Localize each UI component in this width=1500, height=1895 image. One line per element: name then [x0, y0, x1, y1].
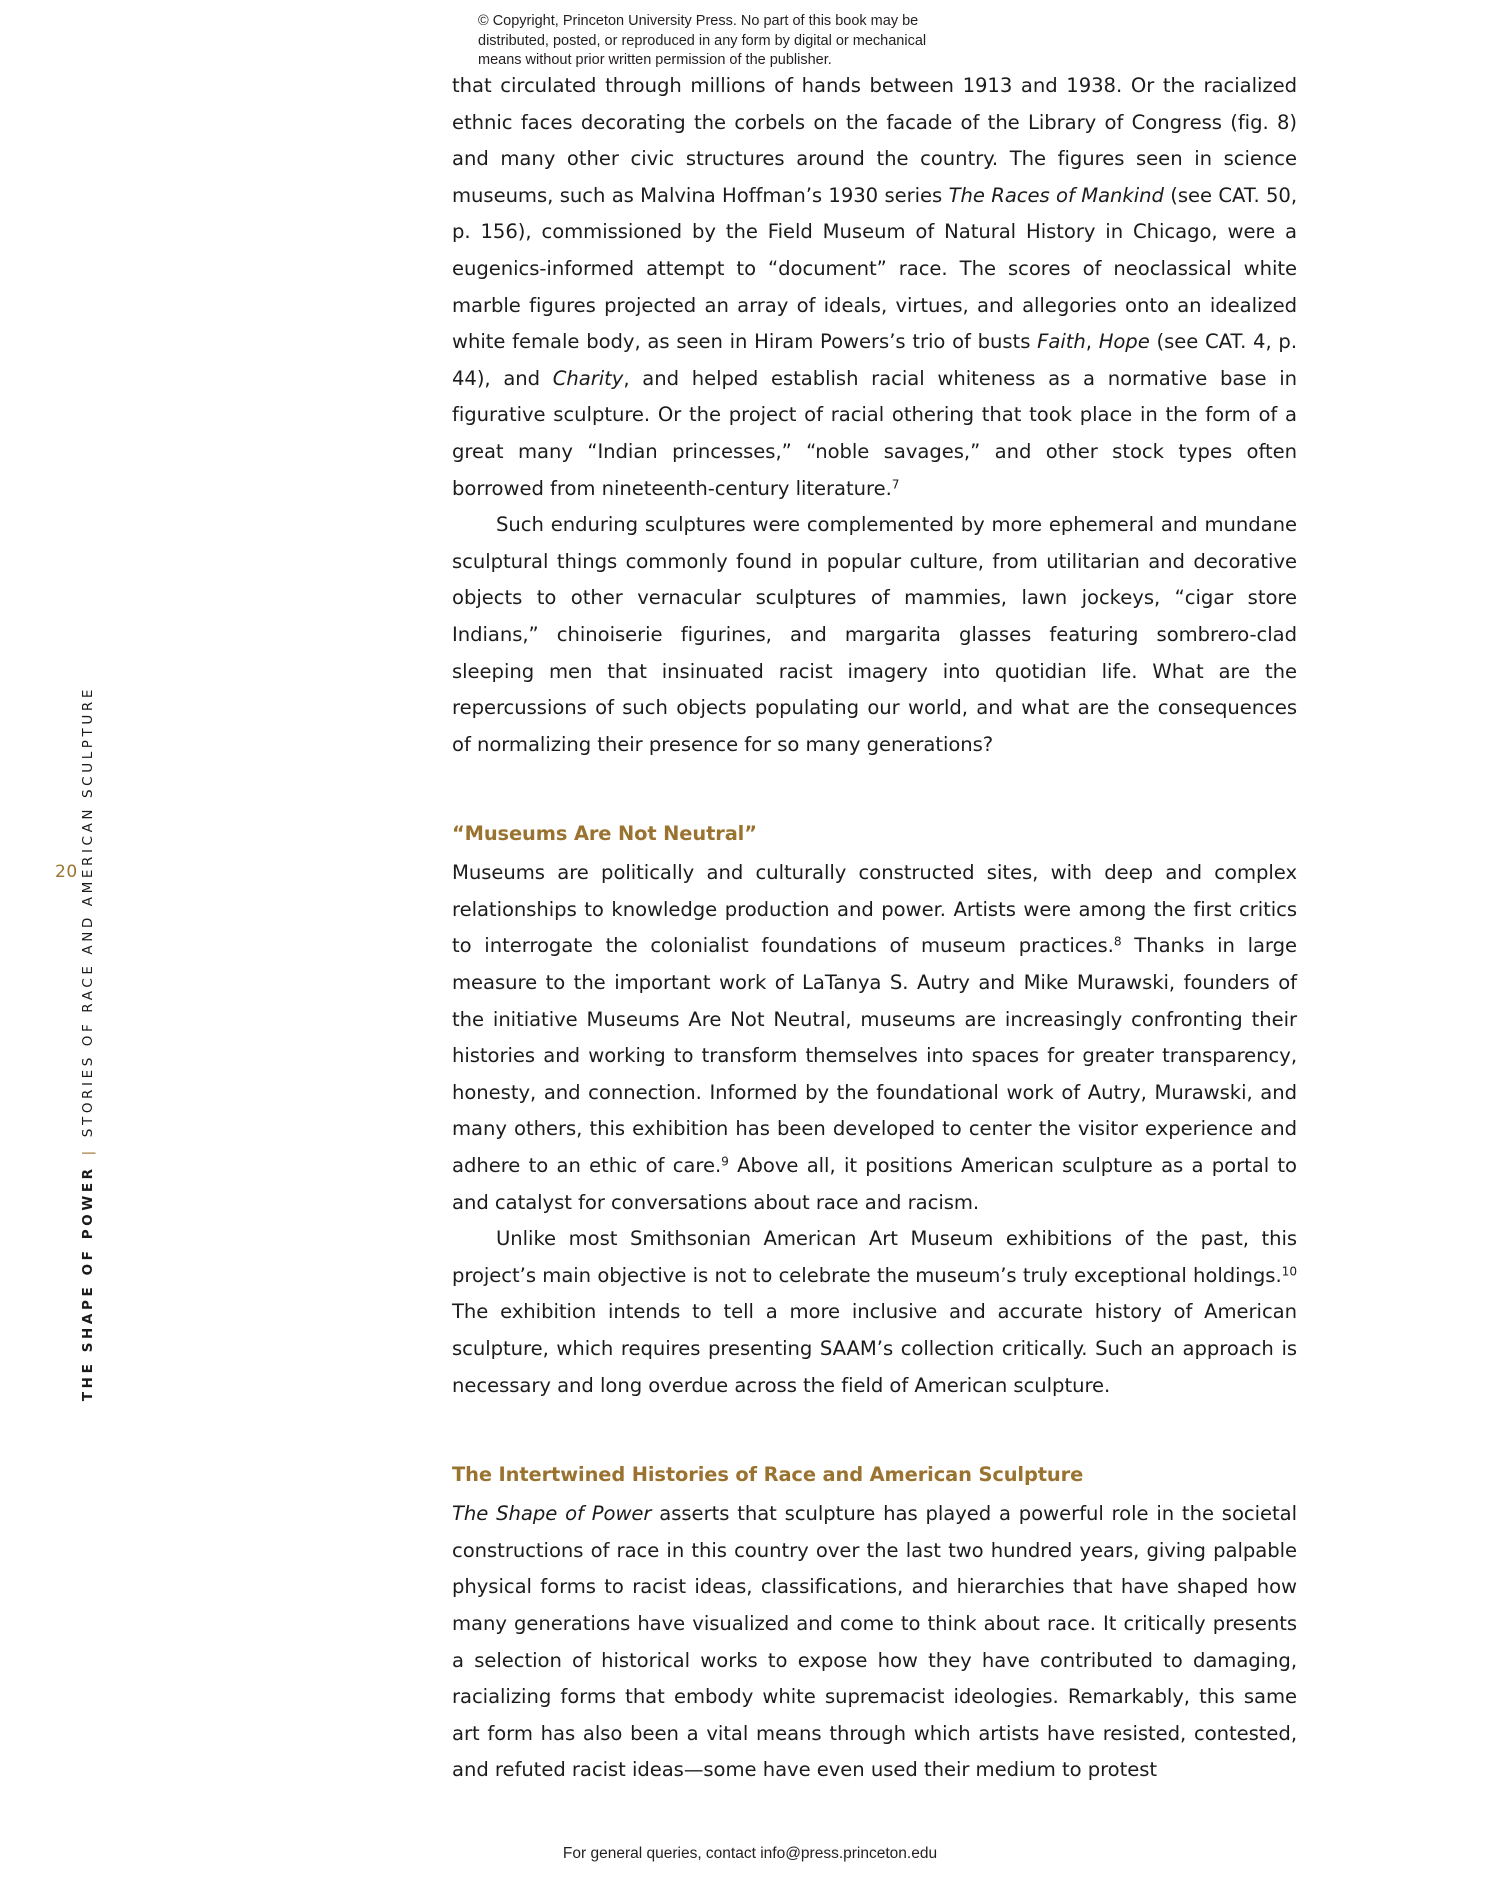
section-spacer-2: [452, 1404, 1297, 1460]
p4-part-2: The exhibition intends to tell a more inclusive and accurate history of American sculpture, which requires presenting SAAM’s collection critically. Such an approach is necessary and long overdue across the field of American sculpture.: [452, 1300, 1297, 1397]
p1-part-2: (see CAT. 50, p. 156), commissioned by the Field Museum of Natural History in Chicago, were a eugenics-informed attempt to “document” race. The scores of neoclassical white marble figures projected an array of ideals, virtues, and allegories onto an idealized white female body, as seen in Hiram Powers’s trio of busts: [452, 183, 1298, 354]
paragraph-museums-constructed-sites: [452, 855, 1297, 1221]
footnote-marker-7[interactable]: 7: [891, 476, 900, 491]
paragraph-ephemeral-sculpture: Such enduring sculptures were complemented by more ephemeral and mundane sculptural things commonly found in popular culture, from utilitarian and decorative objects to other vernacular sculptures of mammies, lawn jockeys, “cigar store Indians,” chinoiserie figurines, and margarita glasses featuring sombrero-clad sleeping men that insinuated racist imagery into quotidian life. What are the repercussions of such objects populating our world, and what are the consequences of normalizing their presence for so many generations?: [452, 513, 1297, 756]
copyright-notice: [478, 12, 1038, 71]
section-heading-intertwined-histories: The Intertwined Histories of Race and American Sculpture: [452, 1463, 1084, 1487]
copyright-line-2: distributed, posted, or reproduced in any form by digital or mechanical: [478, 32, 927, 49]
p5-italic-book-title: The Shape of Power: [452, 1502, 652, 1526]
page-number: 20: [55, 862, 78, 882]
section-spacer-1: [452, 763, 1297, 819]
main-text-column: [452, 68, 1297, 1789]
p1-italic-faith: Faith: [1037, 330, 1086, 354]
footnote-marker-10[interactable]: 10: [1281, 1264, 1297, 1279]
p1-italic-charity: Charity: [552, 366, 624, 390]
p1-part-1: that circulated through millions of hands between 1913 and 1938. Or the racialized ethnic faces decorating the corbels on the facade of the Library of Congress (fig. 8) and many other civic structures around the country. The figures seen in science museums, such as Malvina Hoffman’s 1930 series: [452, 74, 1297, 207]
paragraph-shape-of-power-asserts: [452, 1496, 1297, 1789]
running-head-chapter-title: STORIES OF RACE AND AMERICAN SCULPTURE: [80, 686, 96, 1138]
p3-part-2: Thanks in large measure to the important work of LaTanya S. Autry and Mike Murawski, founders of the initiative Museums Are Not Neutral, museums are increasingly confronting their histories and working to transform themselves into spaces for greater transparency, honesty, and connection. Informed by the foundational work of Autry, Murawski, and many others, this exhibition has been developed to center the visitor experience and adhere to an ethic of care.: [452, 934, 1297, 1178]
p1-italic-races-of-mankind: The Races of Mankind: [948, 183, 1164, 207]
p1-part-5: , and helped establish racial whiteness as a normative base in figurative sculpture. Or the project of racial othering that took place in the form of a great many “Indian princesses,” “noble savages,” and other stock types often borrowed from nineteenth-century literature.: [452, 366, 1297, 500]
p5-rest: asserts that sculpture has played a powerful role in the societal constructions of race in this country over the last two hundred years, giving palpable physical forms to racist ideas, classifications, and hierarchies that have shaped how many generations have visualized and come to think about race. It critically presents a selection of historical works to expose how they have contributed to damaging, racializing forms that embody white supremacist ideologies. Remarkably, this same art form has also been a vital means through which artists have resisted, contested, and refuted racist ideas—some have even used their medium to protest: [452, 1502, 1297, 1782]
paragraph-main-objective: [452, 1221, 1297, 1404]
footnote-marker-9[interactable]: 9: [721, 1154, 729, 1169]
p1-part-3: ,: [1085, 330, 1099, 354]
p3-part-1: Museums are politically and culturally constructed sites, with deep and complex relationships to knowledge production and power. Artists were among the first critics to interrogate the colonialist foundations of museum practices.: [452, 861, 1297, 958]
page-footer: For general queries, contact info@press.princeton.edu: [562, 1845, 938, 1862]
p1-italic-hope: Hope: [1098, 330, 1150, 354]
p1-part-4: (see CAT. 4, p. 44), and: [452, 330, 1298, 390]
running-head: [80, 686, 96, 1586]
running-head-separator: |: [80, 1147, 96, 1156]
copyright-line-1: © Copyright, Princeton University Press. No part of this book may be: [478, 13, 919, 29]
copyright-line-3: means without prior written permission of the publisher.: [478, 52, 832, 68]
paragraph-continued: [452, 68, 1297, 507]
section-heading-museums-are-not-neutral: “Museums Are Not Neutral”: [452, 822, 757, 846]
p3-part-3: Above all, it positions American sculpture as a portal to and catalyst for conversations about race and racism.: [452, 1154, 1297, 1214]
footnote-marker-8[interactable]: 8: [1113, 934, 1122, 949]
p4-part-1: Unlike most Smithsonian American Art Museum exhibitions of the past, this project’s main objective is not to celebrate the museum’s truly exceptional holdings.: [452, 1227, 1297, 1287]
running-head-book-title: THE SHAPE OF POWER: [80, 1165, 96, 1402]
